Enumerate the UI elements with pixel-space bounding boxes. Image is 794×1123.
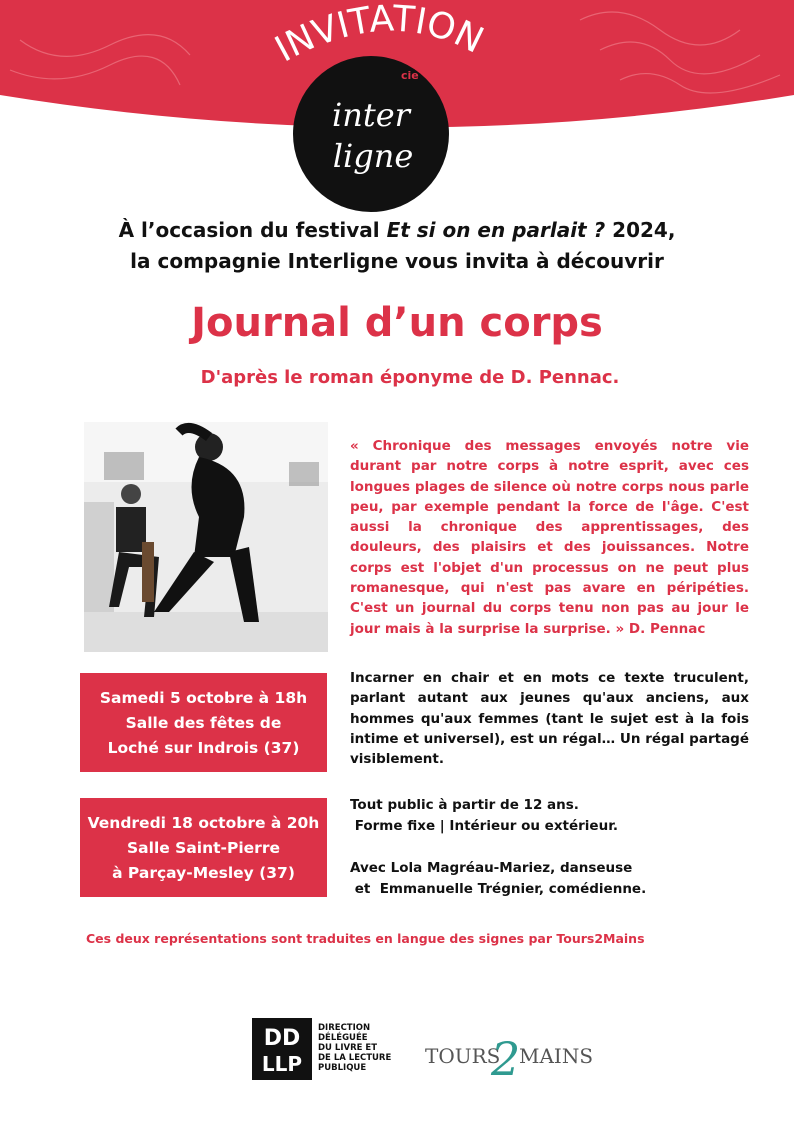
format-info: Forme fixe | Intérieur ou extérieur.: [350, 818, 619, 834]
date-2-when: Vendredi 18 octobre à 20h: [87, 814, 320, 832]
svg-text:inter: inter: [332, 96, 410, 134]
intro-line1-start: À l’occasion du festival: [118, 218, 387, 242]
intro-line1-end: 2024,: [605, 218, 676, 242]
svg-text:cie: cie: [401, 69, 419, 82]
audience-info: Tout public à partir de 12 ans.: [350, 797, 579, 813]
date-1-venue: Salle des fêtes de: [125, 714, 282, 732]
date-1-place: Loché sur Indrois (37): [107, 739, 300, 757]
sign-language-note: Ces deux représentations sont traduites en langue des signes par Tours2Mains: [86, 931, 645, 946]
show-description: Incarner en chair et en mots ce texte truculent, parlant autant aux jeunes qu'aux anciens, aux hommes qu'aux femmes (tant le sujet est à la fois intime et universel), est un régal… Un régal partagé visiblement.: [350, 670, 749, 768]
tours2mains-logo: [423, 1025, 594, 1087]
date-1-when: Samedi 5 octobre à 18h: [99, 689, 308, 707]
svg-text:DD: DD: [263, 1026, 301, 1051]
show-subtitle: D'après le roman éponyme de D. Pennac.: [200, 367, 620, 388]
svg-text:MAINS: MAINS: [519, 1044, 594, 1068]
cast-info-1: Avec Lola Magréau-Mariez, danseuse: [350, 860, 633, 876]
date-box-2: [80, 798, 327, 897]
intro-line2: la compagnie Interligne vous invita à découvrir: [130, 249, 664, 273]
svg-text:PUBLIQUE: PUBLIQUE: [318, 1063, 367, 1073]
date-2-venue: Salle Saint-Pierre: [127, 839, 280, 857]
intro-text: [0, 215, 794, 277]
svg-text:DIRECTION: DIRECTION: [318, 1023, 371, 1033]
festival-name: Et si on en parlait ?: [386, 218, 606, 242]
pennac-quote: « Chronique des messages envoyés notre vie durant par notre corps à notre esprit, avec ces longues plages de silence où notre corps nous parle peu, par exemple pendant la force de l'âge. C'est aussi la chronique des apprentissages, des douleurs, des plaisirs et des jouissances. Notre corps est l'objet d'un processus on ne peut plus romanesque, qui n'est pas avare en péripéties. C'est un journal du corps tenu non pas au jour le jour mais à la surprise la surprise. » D. Pennac: [350, 438, 749, 637]
date-2-place: à Parçay-Mesley (37): [112, 864, 295, 882]
performance-photo: [84, 422, 328, 652]
ddllp-logo: [252, 1018, 402, 1080]
company-logo: [291, 54, 451, 214]
date-box-1: [80, 673, 327, 772]
svg-text:LLP: LLP: [261, 1052, 303, 1076]
invitation-text: INVITATION: [268, 0, 490, 71]
svg-text:ligne: ligne: [332, 137, 414, 175]
cast-info-2: et Emmanuelle Trégnier, comédienne.: [350, 881, 647, 897]
show-title: Journal d’un corps: [191, 300, 603, 346]
svg-text:TOURS: TOURS: [425, 1044, 501, 1068]
svg-text:DE LA LECTURE: DE LA LECTURE: [318, 1053, 392, 1063]
svg-text:2: 2: [491, 1032, 521, 1086]
show-info: [350, 795, 750, 900]
svg-text:DÉLÉGUÉE: DÉLÉGUÉE: [318, 1033, 368, 1043]
svg-text:DU LIVRE ET: DU LIVRE ET: [318, 1043, 377, 1053]
